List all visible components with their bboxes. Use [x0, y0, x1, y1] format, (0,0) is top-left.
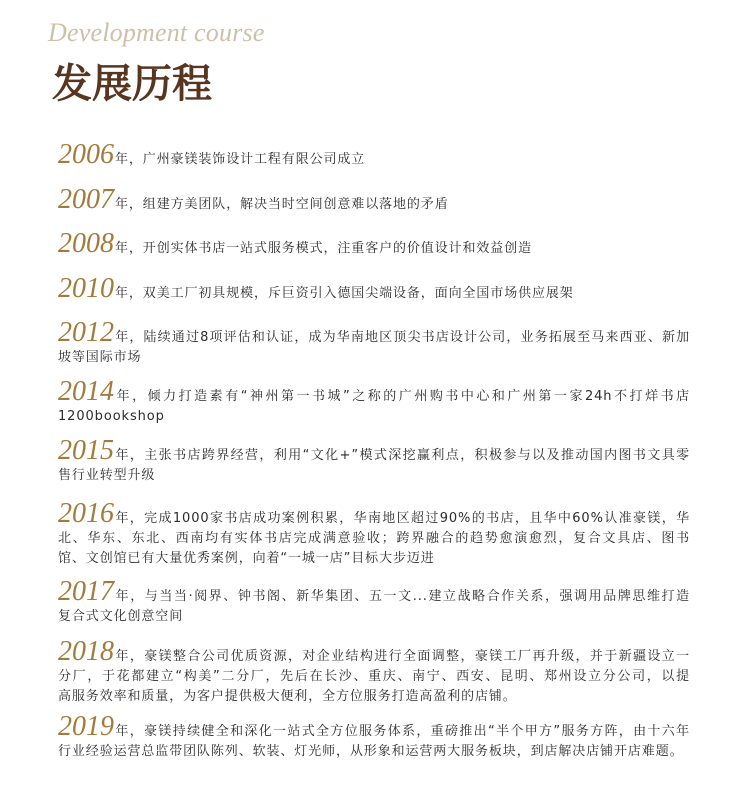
entry-line: [58, 742, 690, 762]
year-label: 2018: [58, 636, 114, 667]
year-label: 2012: [58, 317, 114, 348]
entry-line: [58, 228, 690, 259]
year-label: 2016: [58, 498, 114, 529]
entry-line: [58, 376, 690, 407]
entry-line: [58, 636, 690, 667]
entry-text: 年，豪镁整合公司优质资源，对企业结构进行全面调整，豪镁工厂再升级，并于新疆设立一: [115, 649, 690, 664]
entry-text: 年，组建方美团队，解决当时空间创意难以落地的矛盾: [115, 197, 449, 212]
entry-line: [58, 273, 690, 304]
year-label: 2017: [58, 576, 114, 607]
timeline-entry: [58, 317, 690, 368]
entry-line: [58, 435, 690, 466]
entry-line: [58, 576, 690, 607]
entry-text: 行业经验运营总监带团队陈列、软装、灯光师，从形象和运营两大服务板块，到店解决店铺开店难题。: [58, 744, 684, 759]
entry-text: 年，主张书店跨界经营，利用“文化+”模式深挖赢利点，积极参与以及推动国内图书文具零: [115, 448, 690, 463]
section-subtitle: Development course: [48, 18, 265, 47]
timeline-entry: [58, 711, 690, 762]
entry-line: [58, 549, 690, 569]
entry-text: 年，完成1000家书店成功案例积累，华南地区超过90%的书店，且华中60%认准豪镁，华: [115, 511, 690, 526]
timeline-entry: [58, 184, 690, 215]
entry-text: 年，豪镁持续健全和深化一站式全方位服务体系，重磅推出“半个甲方”服务方阵，由十六年: [115, 724, 690, 739]
year-label: 2007: [58, 184, 114, 215]
timeline-entry: [58, 139, 690, 170]
year-label: 2008: [58, 228, 114, 259]
timeline-entry: [58, 273, 690, 304]
entry-line: [58, 607, 690, 627]
entry-line: [58, 466, 690, 486]
entry-line: [58, 667, 690, 687]
entry-text: 北、华东、东北、西南均有实体书店完成满意验收；跨界融合的趋势愈演愈烈，复合文具店、图书: [58, 531, 690, 546]
year-label: 2014: [58, 376, 114, 407]
entry-line: [58, 687, 690, 707]
entry-line: [58, 498, 690, 529]
entry-text: 年，陆续通过8项评估和认证，成为华南地区顶尖书店设计公司，业务拓展至马来西亚、新加: [115, 330, 690, 345]
entry-text: 售行业转型升级: [58, 468, 156, 483]
timeline-entry: [58, 498, 690, 569]
timeline-entry: [58, 636, 690, 707]
timeline-entry: [58, 228, 690, 259]
entry-text: 坡等国际市场: [58, 350, 142, 365]
timeline: [58, 139, 690, 762]
entry-text: 复合式文化创意空间: [58, 609, 184, 624]
entry-text: 1200bookshop: [58, 409, 165, 424]
timeline-entry: [58, 435, 690, 486]
page-title: 发展历程: [52, 61, 212, 107]
entry-text: 年，倾力打造素有“神州第一书城”之称的广州购书中心和广州第一家24h不打烊书店: [115, 389, 690, 404]
entry-text: 年，广州豪镁装饰设计工程有限公司成立: [115, 152, 366, 167]
entry-line: [58, 711, 690, 742]
entry-text: 分厂，于花都建立“构美”二分厂，先后在长沙、重庆、南宁、西安、昆明、郑州设立分公司，以提: [58, 669, 690, 684]
entry-line: [58, 139, 690, 170]
entry-line: [58, 529, 690, 549]
timeline-entry: [58, 576, 690, 627]
entry-text: 馆、文创馆已有大量优秀案例，向着“一城一店”目标大步迈进: [58, 551, 435, 566]
year-label: 2019: [58, 711, 114, 742]
entry-text: 年，与当当·阅界、钟书阁、新华集团、五一文...建立战略合作关系，强调用品牌思维打造: [115, 589, 690, 604]
entry-line: [58, 317, 690, 348]
entry-line: [58, 184, 690, 215]
year-label: 2015: [58, 435, 114, 466]
year-label: 2010: [58, 273, 114, 304]
entry-line: [58, 407, 690, 427]
entry-text: 高服务效率和质量，为客户提供极大便利，全方位服务打造高盈利的店铺。: [58, 689, 517, 704]
year-label: 2006: [58, 139, 114, 170]
entry-line: [58, 348, 690, 368]
entry-text: 年，双美工厂初具规模，斥巨资引入德国尖端设备，面向全国市场供应展架: [115, 286, 574, 301]
entry-text: 年，开创实体书店一站式服务模式，注重客户的价值设计和效益创造: [115, 241, 533, 256]
timeline-entry: [58, 376, 690, 427]
